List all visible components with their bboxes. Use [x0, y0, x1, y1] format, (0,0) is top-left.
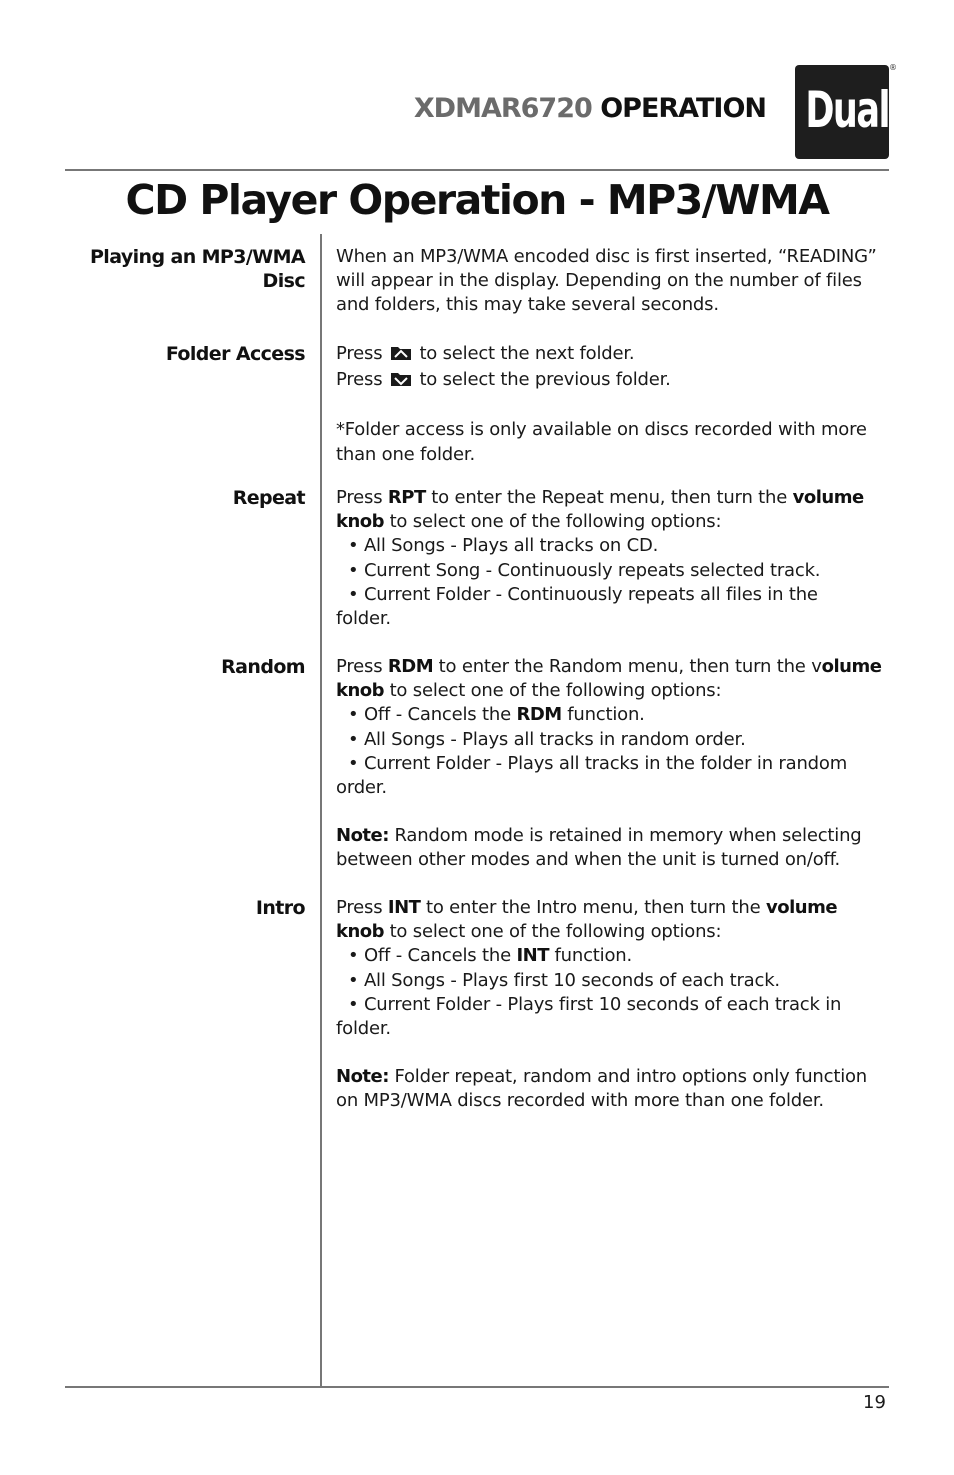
- label-playing: [45, 245, 305, 293]
- dual-logo: [795, 65, 889, 159]
- rpt-key: RPT: [387, 487, 426, 508]
- page-number: 19: [863, 1392, 886, 1413]
- knob-v: v: [811, 656, 822, 677]
- repeat-tail: to select one of the following options:: [389, 511, 722, 533]
- folder-section: [336, 342, 884, 467]
- random-note: [336, 824, 884, 872]
- volume-knob-term: volume knob: [336, 487, 864, 533]
- intro-mid: to enter the Intro menu, then turn the: [425, 897, 761, 918]
- repeat-section: [336, 486, 884, 631]
- off-text: • Off - Cancels the: [348, 945, 511, 967]
- press-word: Press: [336, 897, 383, 918]
- footer-rule: [65, 1386, 889, 1388]
- rdm-key: RDM: [387, 656, 434, 677]
- press-word: Press: [336, 487, 383, 508]
- repeat-bullet-song: • Current Song - Continuously repeats selected track.: [348, 559, 821, 581]
- rdm-key: RDM: [516, 704, 562, 726]
- label-intro: Intro: [255, 897, 305, 919]
- intro-intro: [336, 896, 884, 944]
- repeat-bullet-folder: • Current Folder - Continuously repeats all files in the: [348, 583, 818, 605]
- intro-bullet-off: [336, 944, 884, 968]
- folder-up-icon: [390, 344, 412, 368]
- note-text: Random mode is retained in memory when selecting between other modes and when the unit is turned on/off.: [336, 825, 862, 871]
- intro-bullet-folder: • Current Folder - Plays first 10 seconds of each track in: [348, 993, 842, 1015]
- folder-down-icon: [390, 370, 412, 394]
- operation-label: OPERATION: [600, 93, 766, 124]
- press-word: Press: [336, 656, 383, 677]
- press-word: Press: [336, 343, 383, 364]
- folder-prev-line: [336, 368, 884, 394]
- random-intro: [336, 655, 884, 703]
- folder-prev-text: to select the previous folder.: [419, 369, 671, 391]
- registered-mark: ®: [889, 63, 897, 72]
- function-word: function.: [567, 704, 645, 726]
- column-divider: [320, 234, 322, 1387]
- repeat-bullet-cont: folder.: [336, 608, 391, 630]
- intro-section: [336, 896, 884, 1114]
- random-bullet-cont: order.: [336, 777, 387, 799]
- int-key: INT: [516, 945, 550, 967]
- header-title: [414, 93, 766, 124]
- random-tail: to select one of the following options:: [389, 680, 722, 702]
- int-key: INT: [387, 897, 421, 918]
- press-word: Press: [336, 369, 383, 391]
- note-label: Note:: [336, 1066, 389, 1088]
- repeat-bullet-all: • All Songs - Plays all tracks on CD.: [348, 535, 659, 557]
- header-rule: [65, 169, 889, 171]
- folder-next-text: to select the next folder.: [419, 343, 635, 364]
- function-word: function.: [554, 945, 632, 967]
- volume-knob-term: olume knob: [336, 656, 882, 702]
- off-text: • Off - Cancels the: [348, 704, 511, 726]
- playing-section: [336, 245, 884, 318]
- model-name: XDMAR6720: [413, 93, 592, 124]
- repeat-intro: [336, 486, 884, 534]
- folder-note: *Folder access is only available on discs recorded with more than one folder.: [336, 419, 867, 465]
- label-playing-line2: Disc: [262, 270, 305, 292]
- label-folder-access: Folder Access: [165, 343, 305, 365]
- note-text: Folder repeat, random and intro options only function on MP3/WMA discs recorded with more than one folder.: [336, 1066, 868, 1112]
- label-playing-line1: Playing an MP3/WMA: [89, 246, 305, 268]
- random-bullet-folder: • Current Folder - Plays all tracks in the folder in random: [348, 752, 848, 774]
- note-label: Note:: [336, 825, 389, 847]
- page-title: CD Player Operation - MP3/WMA: [125, 176, 829, 224]
- random-section: [336, 655, 884, 873]
- random-bullet-all: • All Songs - Plays all tracks in random order.: [348, 728, 746, 750]
- playing-text: When an MP3/WMA encoded disc is first inserted, “READING” will appear in the display. Depending on the number of files and folders, this may take several seconds.: [336, 246, 877, 316]
- intro-tail: to select one of the following options:: [389, 921, 722, 943]
- intro-bullet-cont: folder.: [336, 1018, 391, 1040]
- intro-note: [336, 1065, 884, 1113]
- label-repeat: Repeat: [232, 487, 305, 509]
- random-bullet-off: [336, 703, 884, 727]
- volume-knob-term: volume knob: [336, 897, 838, 943]
- label-random: Random: [221, 656, 305, 678]
- random-mid: to enter the Random menu, then turn the: [438, 656, 806, 677]
- logo-text: Dual: [805, 81, 889, 139]
- intro-bullet-all: • All Songs - Plays first 10 seconds of each track.: [348, 969, 780, 991]
- repeat-mid: to enter the Repeat menu, then turn the: [431, 487, 788, 508]
- folder-next-line: [336, 342, 884, 368]
